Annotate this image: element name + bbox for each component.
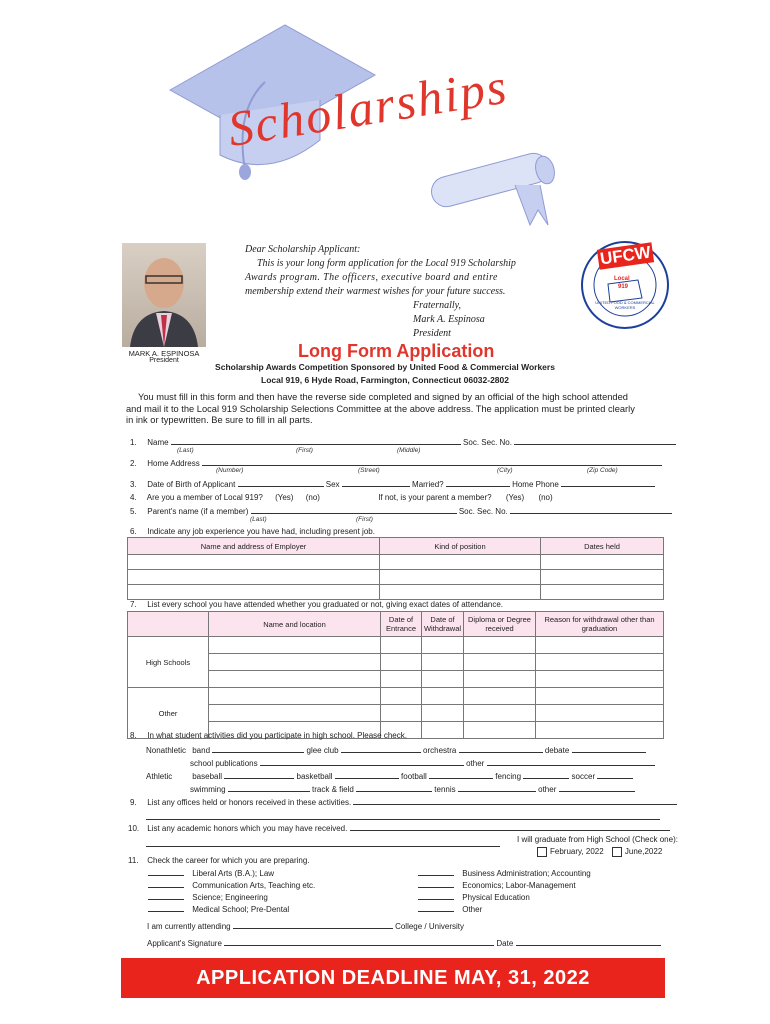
schools-cell[interactable] <box>209 705 381 722</box>
fencing-field[interactable] <box>523 770 569 779</box>
schools-cell[interactable] <box>464 671 536 688</box>
career-option[interactable] <box>148 891 315 903</box>
swimming-label: swimming <box>190 785 226 794</box>
orchestra-label: orchestra <box>423 746 457 755</box>
football-label: football <box>401 772 427 781</box>
baseball-field[interactable] <box>224 770 294 779</box>
married-field[interactable] <box>446 478 510 487</box>
employment-header-employer: Name and address of Employer <box>128 538 380 555</box>
name-field[interactable] <box>171 436 461 445</box>
schools-cell[interactable] <box>536 671 664 688</box>
career-option-label: Other <box>462 905 483 914</box>
q4-no[interactable]: (no) <box>305 493 320 502</box>
basketball-label: basketball <box>296 772 333 781</box>
q8-number: 8. <box>130 731 137 740</box>
soccer-field[interactable] <box>597 770 633 779</box>
page-title: Scholarships <box>224 57 512 158</box>
q3-row <box>130 478 655 490</box>
schools-cell[interactable] <box>381 654 422 671</box>
q5-ssn-label: Soc. Sec. No. <box>458 507 508 516</box>
letter-closing: Fraternally, <box>413 300 462 311</box>
schools-cell[interactable] <box>422 688 464 705</box>
employment-table <box>127 537 664 600</box>
q1-label: Name <box>147 438 169 447</box>
schools-cell[interactable] <box>536 705 664 722</box>
nonathletic-other-field[interactable] <box>487 757 655 766</box>
offices-field-line-2[interactable] <box>146 811 660 820</box>
dob-field[interactable] <box>238 478 324 487</box>
q11-number: 11. <box>128 856 139 865</box>
publications-field[interactable] <box>260 757 464 766</box>
baseball-label: baseball <box>192 772 223 781</box>
q9-number: 9. <box>130 798 137 807</box>
employment-cell[interactable] <box>128 585 380 600</box>
schools-cell[interactable] <box>464 722 536 739</box>
schools-cell[interactable] <box>422 705 464 722</box>
june-2022-checkbox[interactable] <box>612 847 622 857</box>
schools-cell[interactable] <box>209 654 381 671</box>
schools-cell[interactable] <box>536 654 664 671</box>
schools-cell[interactable] <box>464 654 536 671</box>
q4-parent-yes[interactable]: (Yes) <box>505 493 525 502</box>
q2-label: Home Address <box>147 459 200 468</box>
honors-field-line-2[interactable] <box>146 838 500 847</box>
schools-cell[interactable] <box>464 688 536 705</box>
employment-cell[interactable] <box>541 585 664 600</box>
schools-header-withdrawal: Date of Withdrawal <box>422 612 464 637</box>
schools-cell[interactable] <box>464 637 536 654</box>
schools-table <box>127 611 664 739</box>
letter-signer: Mark A. Espinosa <box>413 314 485 325</box>
q5-sub-first: (First) <box>356 516 373 523</box>
graduation-options <box>534 846 662 857</box>
honors-field[interactable] <box>350 822 670 831</box>
career-option-label: Science; Engineering <box>192 893 268 902</box>
q10-number: 10. <box>128 824 140 833</box>
form-title: Long Form Application <box>298 341 495 361</box>
letter <box>245 243 545 341</box>
athletic-row-1 <box>146 770 633 782</box>
instructions-line-1: You must fill in this form and then have the reverse side completed and signed by an official of the high school attended <box>138 392 628 402</box>
q2-sub-city: (City) <box>497 467 513 474</box>
nonathletic-row-2 <box>190 757 655 769</box>
track-label: track & field <box>312 785 354 794</box>
signature-field[interactable] <box>224 937 494 946</box>
diploma-scroll-icon <box>420 140 580 230</box>
band-label: band <box>192 746 211 755</box>
letter-line-2: Awards program. The officers, executive board and entire <box>245 272 498 283</box>
fencing-label: fencing <box>495 772 522 781</box>
q3-label: Date of Birth of Applicant <box>147 480 236 489</box>
career-option-label: Economics; Labor-Management <box>462 881 576 890</box>
basketball-field[interactable] <box>335 770 399 779</box>
employment-cell[interactable] <box>128 555 380 570</box>
schools-header-diploma: Diploma or Degree received <box>464 612 536 637</box>
q1-sub-first: (First) <box>296 447 313 454</box>
schools-cell[interactable] <box>536 688 664 705</box>
schools-cell[interactable] <box>422 671 464 688</box>
deadline-banner <box>121 958 665 998</box>
athletic-other-field[interactable] <box>559 783 635 792</box>
publications-label: school publications <box>190 759 258 768</box>
q1-number: 1. <box>130 438 137 447</box>
q2-sub-street: (Street) <box>358 467 380 474</box>
career-option-label: Business Administration; Accounting <box>462 869 591 878</box>
track-field[interactable] <box>356 783 432 792</box>
soccer-label: soccer <box>571 772 596 781</box>
q2-sub-number: (Number) <box>216 467 244 474</box>
employment-cell[interactable] <box>380 555 541 570</box>
q5-number: 5. <box>130 507 137 516</box>
nonathletic-row-1 <box>146 744 646 756</box>
feb-2022-checkbox[interactable] <box>537 847 547 857</box>
q4-label: Are you a member of Local 919? <box>146 493 263 502</box>
employment-cell[interactable] <box>541 555 664 570</box>
glee-label: glee club <box>306 746 339 755</box>
form-subtitle-2: Local 919, 6 Hyde Road, Farmington, Connecticut 06032-2802 <box>261 375 509 385</box>
q5-label: Parent's name (if a member) <box>147 507 249 516</box>
q10-label: List any academic honors which you may have received. <box>147 824 348 833</box>
q2-row <box>130 457 662 469</box>
career-left-list <box>148 867 315 915</box>
employment-cell[interactable] <box>380 585 541 600</box>
parent-name-field[interactable] <box>251 505 457 514</box>
schools-cell[interactable] <box>381 671 422 688</box>
career-option[interactable] <box>418 867 591 879</box>
sex-field[interactable] <box>342 478 410 487</box>
letter-signer-title: President <box>413 328 451 339</box>
feb-2022-label: February, 2022 <box>550 847 604 856</box>
phone-field[interactable] <box>561 478 655 487</box>
employment-header-position: Kind of position <box>380 538 541 555</box>
q11-row <box>128 855 310 866</box>
q10-row <box>128 822 670 834</box>
june-2022-label: June,2022 <box>624 847 663 856</box>
tennis-label: tennis <box>434 785 456 794</box>
q1-sub-middle: (Middle) <box>397 447 421 454</box>
schools-cell[interactable] <box>422 722 464 739</box>
photo-caption-title: President <box>149 357 179 364</box>
q8-label: In what student activities did you participate in high school. Please check. <box>147 731 407 740</box>
schools-cell[interactable] <box>381 705 422 722</box>
schools-cell[interactable] <box>464 705 536 722</box>
q3-number: 3. <box>130 480 137 489</box>
schools-cell[interactable] <box>536 637 664 654</box>
schools-cell[interactable] <box>209 637 381 654</box>
schools-cell[interactable] <box>422 654 464 671</box>
seal-local: Local <box>614 276 630 282</box>
instructions-line-3: in ink or typewritten. Be sure to fill in all parts. <box>126 415 313 425</box>
letter-greeting: Dear Scholarship Applicant: <box>245 244 361 255</box>
letter-line-3: membership extend their warmest wishes for your future success. <box>245 286 506 297</box>
schools-header-entrance: Date of Entrance <box>381 612 422 637</box>
schools-cell[interactable] <box>536 722 664 739</box>
q6-number: 6. <box>130 527 137 536</box>
letter-line-1: This is your long form application for the Local 919 Scholarship <box>257 258 516 269</box>
attending-label: I am currently attending <box>147 922 231 931</box>
career-option-label: Physical Education <box>462 893 530 902</box>
q1-sub-last: (Last) <box>177 447 194 454</box>
instructions-line-2: and mail it to the Local 919 Scholarship Selections Committee at the above address. The application must be printed clearly <box>126 403 635 414</box>
college-label: College / University <box>395 922 464 931</box>
q5-row <box>130 505 672 517</box>
debate-label: debate <box>544 746 570 755</box>
address-field[interactable] <box>202 457 662 466</box>
nonathletic-label: Nonathletic <box>146 746 187 755</box>
career-option-label: Communication Arts, Teaching etc. <box>192 881 316 890</box>
career-option[interactable] <box>148 879 315 891</box>
orchestra-field[interactable] <box>459 744 543 753</box>
deadline-text: APPLICATION DEADLINE MAY, 31, 2022 <box>196 967 590 989</box>
q4-parent-label: If not, is your parent a member? <box>378 493 492 502</box>
graduation-label: I will graduate from High School (Check one): <box>517 835 678 844</box>
employment-cell[interactable] <box>380 570 541 585</box>
ssn-field[interactable] <box>514 436 676 445</box>
parent-ssn-field[interactable] <box>510 505 672 514</box>
q6-label: Indicate any job experience you have had, including present job. <box>147 527 375 536</box>
seal-number: 919 <box>618 284 629 290</box>
q3-phone-label: Home Phone <box>512 480 559 489</box>
date-label: Date <box>496 939 514 948</box>
employment-header-dates: Dates held <box>541 538 664 555</box>
band-field[interactable] <box>212 744 304 753</box>
schools-cell[interactable] <box>209 671 381 688</box>
employment-cell[interactable] <box>541 570 664 585</box>
q7-row <box>130 599 503 610</box>
schools-cell[interactable] <box>381 637 422 654</box>
q4-parent-no[interactable]: (no) <box>538 493 553 502</box>
career-option[interactable] <box>418 903 591 915</box>
career-option-label: Liberal Arts (B.A.); Law <box>192 869 275 878</box>
q9-row <box>130 796 677 808</box>
instructions <box>126 392 635 427</box>
signature-label: Applicant's Signature <box>147 939 222 948</box>
swimming-field[interactable] <box>228 783 310 792</box>
schools-row-other: Other <box>128 688 209 739</box>
q4-yes[interactable]: (Yes) <box>275 493 294 502</box>
q4-row <box>130 492 553 503</box>
offices-field[interactable] <box>353 796 677 805</box>
debate-field[interactable] <box>572 744 646 753</box>
athletic-row-2 <box>190 783 635 795</box>
president-photo <box>122 243 206 347</box>
seal-brand: UFCW <box>597 242 654 269</box>
signature-row <box>147 937 661 949</box>
schools-header-reason: Reason for withdrawal other than graduation <box>536 612 664 637</box>
nonathletic-other-label: other <box>466 759 485 768</box>
q6-row <box>130 526 375 537</box>
form-subtitle-1: Scholarship Awards Competition Sponsored by United Food & Commercial Workers <box>215 362 555 372</box>
football-field[interactable] <box>429 770 493 779</box>
q7-number: 7. <box>130 600 137 609</box>
athletic-other-label: other <box>538 785 557 794</box>
q3-sex-label: Sex <box>325 480 340 489</box>
career-option[interactable] <box>148 903 315 915</box>
career-option[interactable] <box>418 891 591 903</box>
schools-cell[interactable] <box>209 688 381 705</box>
q1-ssn-label: Soc. Sec. No. <box>463 438 512 447</box>
career-option[interactable] <box>148 867 315 879</box>
tennis-field[interactable] <box>458 783 536 792</box>
career-option-label: Medical School; Pre-Dental <box>192 905 290 914</box>
photo-caption-name: MARK A. ESPINOSA <box>128 349 200 358</box>
q2-sub-zip: (Zip Code) <box>587 467 618 474</box>
seal-ring-text: UNITED FOOD & COMMERCIAL WORKERS <box>595 300 655 310</box>
athletic-label: Athletic <box>146 772 173 781</box>
ufcw-seal <box>580 240 670 330</box>
q4-number: 4. <box>130 493 137 502</box>
q5-sub-last: (Last) <box>250 516 267 523</box>
career-right-list <box>418 867 591 915</box>
q2-number: 2. <box>130 459 137 468</box>
career-option[interactable] <box>418 879 591 891</box>
q7-label: List every school you have attended whether you graduated or not, giving exact dates of attendance. <box>147 600 504 609</box>
date-field[interactable] <box>516 937 661 946</box>
schools-cell[interactable] <box>381 688 422 705</box>
q3-married-label: Married? <box>412 480 444 489</box>
q11-label: Check the career for which you are preparing. <box>147 856 310 865</box>
q9-label: List any offices held or honors received in these activities. <box>147 798 352 807</box>
q8-row <box>130 730 407 741</box>
schools-header-type <box>128 612 209 637</box>
attending-field[interactable] <box>233 920 393 929</box>
schools-cell[interactable] <box>422 637 464 654</box>
employment-cell[interactable] <box>128 570 380 585</box>
schools-row-high: High Schools <box>128 637 209 688</box>
glee-field[interactable] <box>341 744 421 753</box>
attending-row <box>147 920 464 932</box>
schools-header-name: Name and location <box>209 612 381 637</box>
